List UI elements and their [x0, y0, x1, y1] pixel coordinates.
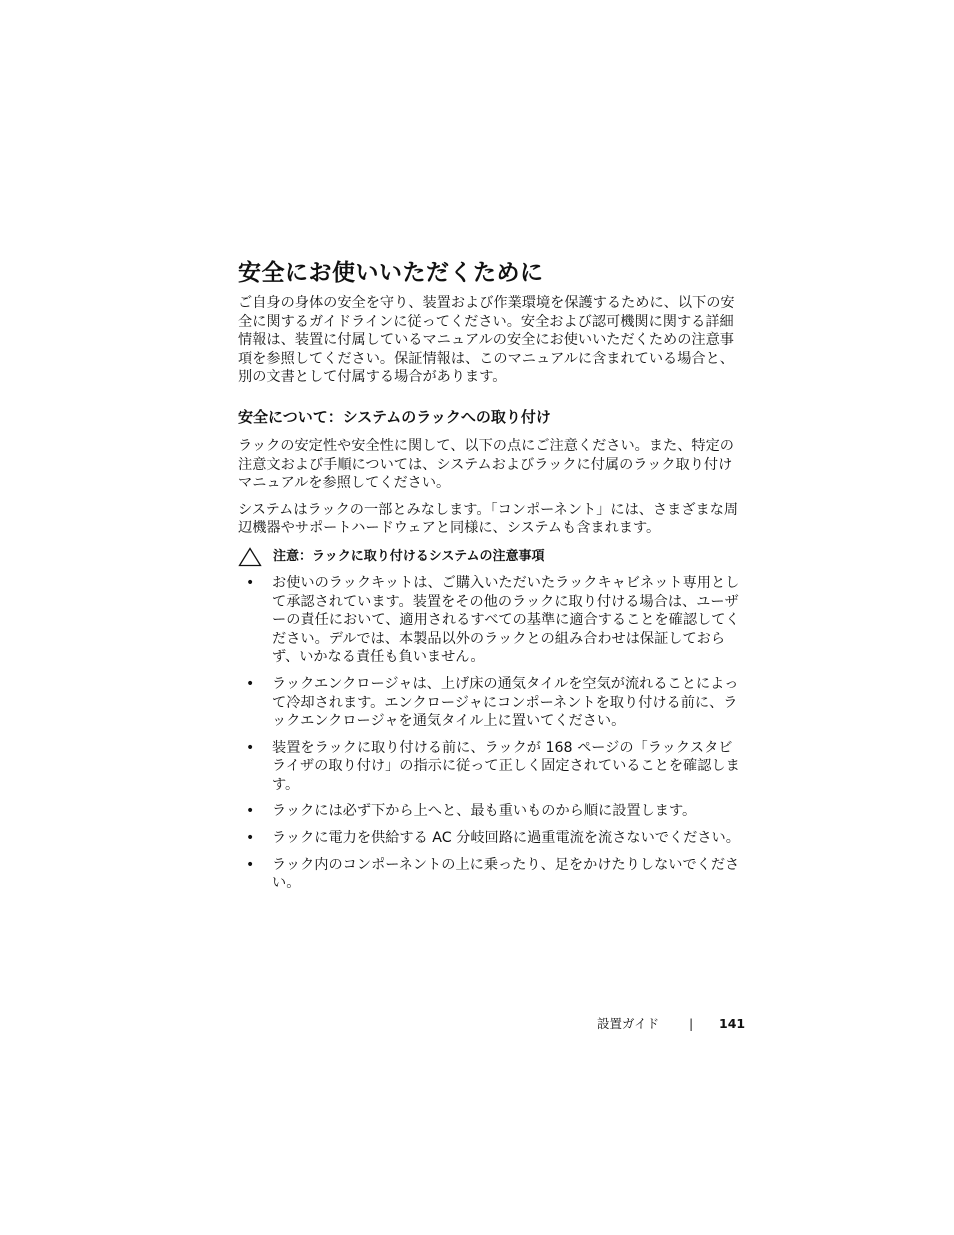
- list-item: [238, 829, 740, 848]
- list-item: [238, 856, 740, 893]
- bullet-marker: •: [246, 830, 255, 847]
- list-item: [238, 675, 740, 731]
- section-paragraph-1: ラックの安定性や安全性に関して、以下の点にご注意ください。また、特定の注意文および手順については、システムおよびラックに付属のラック取り付けマニュアルを参照してください。: [238, 437, 734, 492]
- footer-doc-title: 設置ガイド: [597, 1016, 660, 1031]
- footer-separator: |: [689, 1016, 694, 1031]
- list-item-text: ラックに電力を供給する AC 分岐回路に過重電流を流さないでください。: [272, 830, 740, 847]
- list-item: [238, 802, 740, 821]
- page-footer: [597, 1014, 746, 1034]
- warning-triangle-icon: [238, 547, 262, 567]
- list-item: [238, 739, 740, 795]
- list-item: [238, 574, 740, 667]
- section-heading: 安全について：システムのラックへの取り付け: [238, 407, 551, 426]
- bullet-marker: •: [246, 675, 255, 692]
- list-item-text: 装置をラックに取り付ける前に、ラックが 168 ページの「ラックスタビライザの取り付け」の指示に従って正しく固定されていることを確認します。: [272, 739, 740, 793]
- list-item-text: お使いのラックキットは、ご購入いただいたラックキャビネット専用として承認されています。装置をその他のラックに取り付ける場合は、ユーザーの責任において、適用されるすべての基準に適合することを確認してください。デルでは、本製品以外のラックとの組み合わせは保証しておらず、いかなる責任も負いません。: [272, 574, 740, 666]
- page-title: 安全にお使いいただくために: [238, 260, 544, 286]
- section-paragraph-2: システムはラックの一部とみなします。「コンポーネント」には、さまざまな周辺機器やサポートハードウェアと同様に、システムも含まれます。: [238, 501, 739, 537]
- safety-bullet-list: [238, 574, 740, 893]
- intro-paragraph: ご自身の身体の安全を守り、装置および作業環境を保護するために、以下の安全に関するガイドラインに従ってください。安全および認可機関に関する詳細情報は、装置に付属しているマニュアルの安全にお使いいただくための注意事項を参照してください。保証情報は、このマニュアルに含まれている場合と、別の文書として付属する場合があります。: [238, 295, 735, 386]
- bullet-marker: •: [246, 803, 255, 820]
- caution-notice: [238, 546, 740, 568]
- bullet-marker: •: [246, 574, 255, 591]
- main-content: [238, 258, 740, 901]
- page-number: 141: [719, 1016, 746, 1031]
- bullet-marker: •: [246, 856, 255, 873]
- list-item-text: ラックエンクロージャは、上げ床の通気タイルを空気が流れることによって冷却されます。エンクロージャにコンポーネントを取り付ける前に、ラックエンクロージャを通気タイル上に置いてください。: [272, 675, 739, 730]
- list-item-text: ラックには必ず下から上へと、最も重いものから順に設置します。: [272, 803, 697, 820]
- bullet-marker: •: [246, 739, 255, 756]
- caution-label: 注意：ラックに取り付けるシステムの注意事項: [273, 548, 545, 564]
- list-item-text: ラック内のコンポーネントの上に乗ったり、足をかけたりしないでください。: [272, 856, 740, 892]
